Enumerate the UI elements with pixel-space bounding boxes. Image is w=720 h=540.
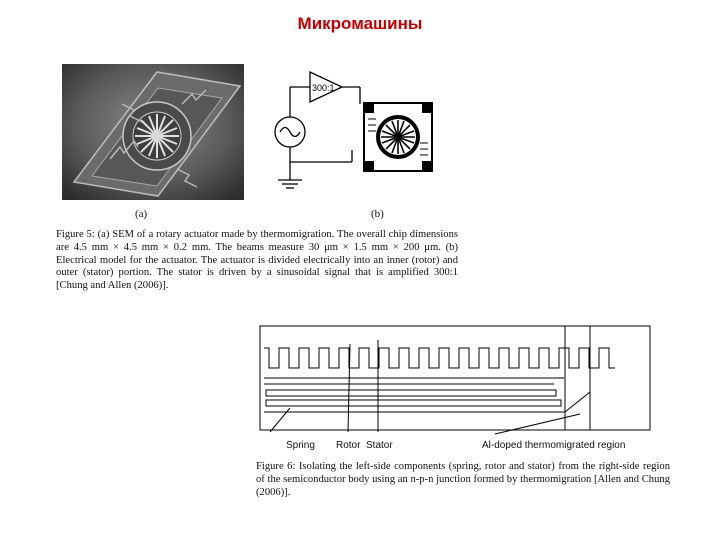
- isolation-diagram: [250, 322, 675, 457]
- spring-label: Spring: [286, 440, 315, 451]
- al-doped-region-label: Al-doped thermomigrated region: [482, 440, 626, 451]
- slide-title: Микромашины: [297, 14, 423, 33]
- stator-label: Stator: [366, 440, 393, 451]
- electrical-model-diagram: [270, 62, 460, 202]
- figure-6-caption: Figure 6: Isolating the left-side components (spring, rotor and stator) from the right-side region of the semiconductor body using an n-p-n junction formed by thermomigration [Allen and Chung (2006)].: [256, 461, 670, 499]
- subfigure-a-label: (a): [135, 208, 148, 220]
- figure-6: [250, 322, 675, 512]
- figure-5-caption: Figure 5: (a) SEM of a rotary actuator made by thermomigration. The overall chip dimensions are 4.5 mm × 4.5 mm × 0.2 mm. The beams measure 30 μm × 1.5 mm × 200 μm. (b) Electrical model for the actuator. The actuator is divided electrically into an inner (rotor) and outer (stator) portion. The stator is driven by a sinusoidal signal that is amplified 300:1 [Chung and Allen (2006)].: [56, 229, 458, 292]
- amplifier-label: 300:1: [312, 83, 335, 93]
- subfigure-b-label: (b): [371, 208, 384, 220]
- figure-5: [55, 62, 460, 312]
- rotor-label: Rotor: [336, 440, 361, 451]
- sem-micrograph: [62, 64, 244, 200]
